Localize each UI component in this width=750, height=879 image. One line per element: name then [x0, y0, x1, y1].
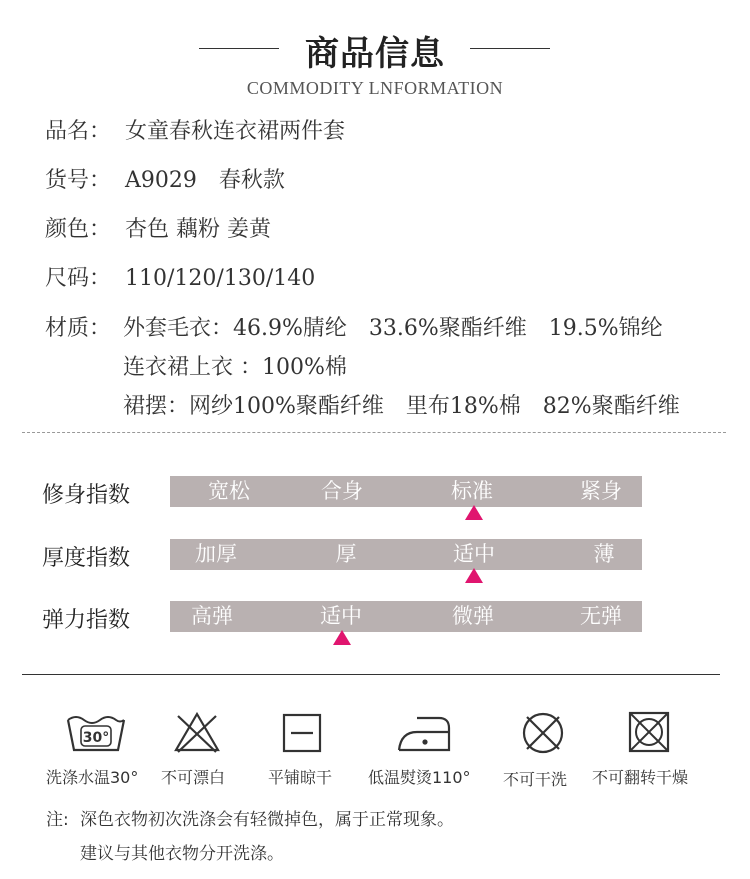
thickness-index-marker	[465, 568, 483, 583]
info-value: A9029 春秋款	[125, 168, 285, 193]
note-line: 深色衣物初次洗涤会有轻微掉色，属于正常现象。	[80, 810, 454, 830]
info-row-size	[45, 261, 315, 292]
care-label: 低温熨烫110°	[368, 768, 471, 787]
material-line: 裙摆：网纱100%聚酯纤维 里布18%棉 82%聚酯纤维	[123, 394, 680, 419]
info-label: 颜色：	[45, 217, 112, 242]
note-line: 建议与其他衣物分开洗涤。	[80, 844, 284, 864]
thickness-option: 薄	[593, 542, 615, 566]
elastic-option: 适中	[320, 604, 362, 628]
care-label: 洗涤水温30°	[46, 768, 139, 787]
info-label: 货号：	[45, 168, 112, 193]
no-tumble-dry-icon	[627, 710, 671, 756]
header	[0, 26, 750, 76]
care-label: 不可干洗	[503, 770, 568, 789]
info-row-name	[45, 114, 345, 145]
divider-dashed	[22, 432, 726, 433]
material-line: 连衣裙上衣 ：100%棉	[123, 355, 347, 380]
care-label: 不可漂白	[161, 768, 226, 787]
thickness-index-label: 厚度指数	[42, 546, 131, 571]
elastic-option: 无弹	[580, 604, 622, 628]
elastic-index-bar	[170, 601, 642, 632]
fit-option: 紧身	[580, 479, 622, 503]
info-value: 杏色 藕粉 姜黄	[125, 217, 272, 242]
thickness-index-bar	[170, 539, 642, 570]
care-label: 平铺晾干	[268, 768, 333, 787]
elastic-index-label: 弹力指数	[42, 608, 131, 633]
thickness-option: 厚	[335, 542, 357, 566]
page-title: 商品信息	[305, 34, 445, 74]
info-label: 尺码：	[45, 266, 112, 291]
material-label: 材质：	[45, 316, 112, 341]
svg-text:30°: 30°	[82, 730, 110, 746]
care-label: 不可翻转干燥	[592, 768, 689, 787]
no-bleach-icon	[172, 710, 222, 756]
info-value: 女童春秋连衣裙两件套	[125, 119, 346, 144]
fit-option: 合身	[321, 479, 363, 503]
low-iron-icon	[395, 710, 453, 756]
info-row-sku	[45, 163, 285, 194]
elastic-option: 高弹	[191, 604, 233, 628]
thickness-option: 加厚	[195, 542, 237, 566]
elastic-option: 微弹	[452, 604, 494, 628]
divider-solid	[22, 674, 720, 675]
elastic-index-marker	[333, 630, 351, 645]
no-dry-clean-icon	[519, 710, 567, 756]
wash-30-icon	[64, 710, 128, 756]
fit-option: 宽松	[208, 479, 250, 503]
fit-index-bar	[170, 476, 642, 507]
material-line: 外套毛衣：46.9%腈纶 33.6%聚酯纤维 19.5%锦纶	[123, 316, 663, 341]
dry-flat-icon	[281, 710, 323, 756]
note-prefix: 注:	[46, 810, 69, 830]
thickness-option: 适中	[453, 542, 495, 566]
page-subtitle: COMMODITY LNFORMATION	[246, 78, 504, 98]
fit-index-label: 修身指数	[42, 483, 131, 508]
fit-index-marker	[465, 505, 483, 520]
info-row-color	[45, 212, 271, 243]
info-label: 品名：	[45, 119, 112, 144]
fit-option: 标准	[451, 479, 493, 503]
info-value: 110/120/130/140	[125, 266, 316, 291]
title-rule-right	[470, 48, 550, 49]
